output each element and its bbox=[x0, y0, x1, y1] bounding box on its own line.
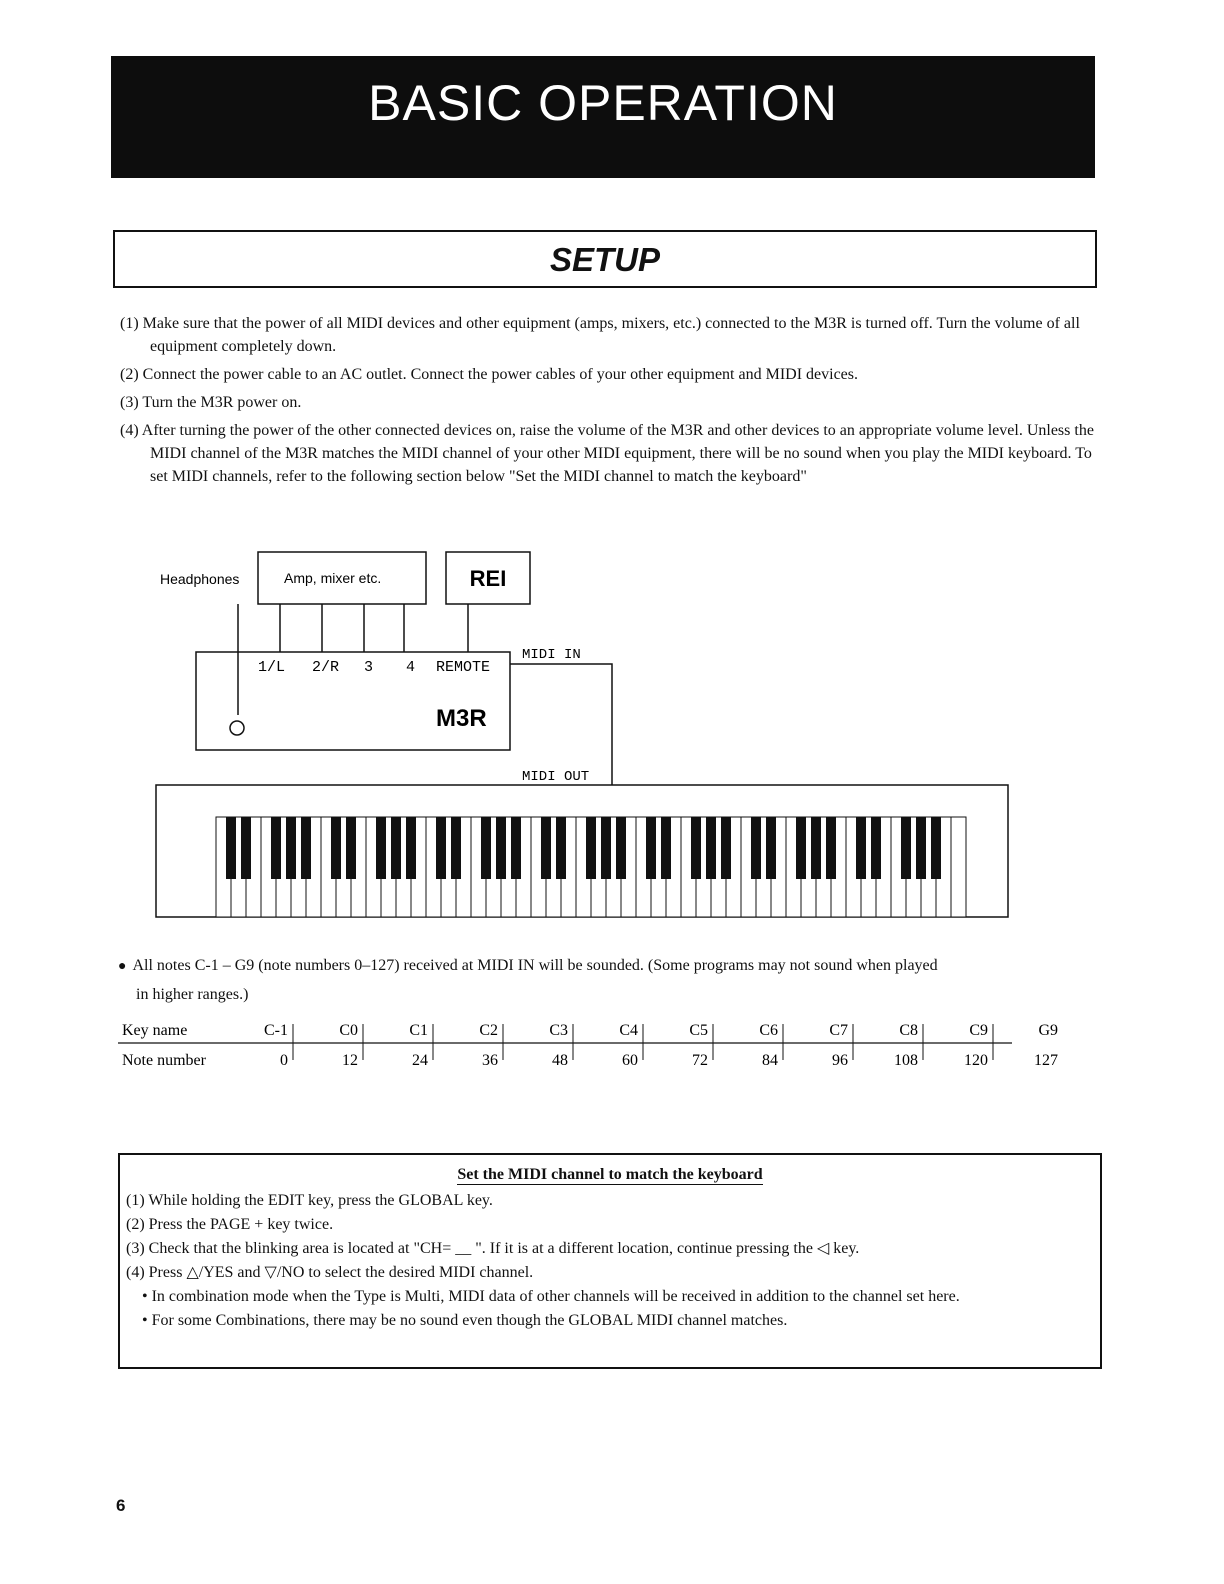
black-key bbox=[406, 817, 416, 879]
key-name-cell: C1 bbox=[409, 1022, 428, 1039]
black-key bbox=[436, 817, 446, 879]
key-note-table bbox=[110, 1010, 1090, 1080]
key-name-cell: C4 bbox=[619, 1022, 638, 1039]
midi-in-label: MIDI IN bbox=[522, 647, 581, 663]
black-key bbox=[481, 817, 491, 879]
global-bullet: • In combination mode when the Type is Multi, MIDI data of other channels will be received in addition to the channel set here. bbox=[142, 1288, 960, 1305]
note-number-cell: 127 bbox=[1034, 1052, 1058, 1069]
black-key bbox=[556, 817, 566, 879]
black-key bbox=[646, 817, 656, 879]
section-title-box bbox=[113, 230, 1097, 288]
headphones-label: Headphones bbox=[160, 571, 240, 587]
global-step: (1) While holding the EDIT key, press the GLOBAL key. bbox=[126, 1192, 493, 1209]
black-key bbox=[616, 817, 626, 879]
black-key bbox=[301, 817, 311, 879]
output-label: REMOTE bbox=[436, 659, 491, 676]
note-range-text: ● All notes C-1 – G9 (note numbers 0–127) received at MIDI IN will be sounded. (Some programs may not sound when played in higher ranges.) bbox=[118, 957, 938, 1003]
black-key bbox=[541, 817, 551, 879]
page-header-banner bbox=[111, 56, 1095, 178]
black-key bbox=[601, 817, 611, 879]
black-key bbox=[226, 817, 236, 879]
key-name-cell: C3 bbox=[549, 1022, 568, 1039]
global-step: (2) Press the PAGE + key twice. bbox=[126, 1216, 334, 1233]
global-step: (3) Check that the blinking area is located at "CH= __ ". If it is at a different location, continue pressing the ◁ key. bbox=[126, 1240, 860, 1257]
note-number-cell: 108 bbox=[894, 1052, 918, 1069]
key-name-label: Key name bbox=[122, 1022, 188, 1039]
setup-step: (3) Turn the M3R power on. bbox=[120, 394, 302, 411]
black-key bbox=[796, 817, 806, 879]
setup-step: (1) Make sure that the power of all MIDI devices and other equipment (amps, mixers, etc.) connected to the M3R is turned off. Turn the volume of all equipment completely down. bbox=[120, 315, 1080, 355]
black-key bbox=[931, 817, 941, 879]
black-key bbox=[661, 817, 671, 879]
black-key bbox=[271, 817, 281, 879]
global-box-title: Set the MIDI channel to match the keyboard bbox=[457, 1166, 763, 1183]
black-key bbox=[691, 817, 701, 879]
key-name-cell: C6 bbox=[759, 1022, 778, 1039]
black-key bbox=[751, 817, 761, 879]
note-number-cell: 12 bbox=[342, 1052, 358, 1069]
white-key bbox=[951, 817, 966, 917]
key-name-cell: C8 bbox=[899, 1022, 918, 1039]
m3r-logo: M3R bbox=[436, 705, 487, 732]
black-key bbox=[766, 817, 776, 879]
black-key bbox=[241, 817, 251, 879]
headphone-jack bbox=[230, 721, 244, 735]
black-key bbox=[511, 817, 521, 879]
note-number-cell: 96 bbox=[832, 1052, 848, 1069]
rei-logo: REI bbox=[469, 566, 507, 591]
black-key bbox=[856, 817, 866, 879]
note-number-cell: 72 bbox=[692, 1052, 708, 1069]
black-key bbox=[811, 817, 821, 879]
note-number-cell: 0 bbox=[280, 1052, 288, 1069]
key-name-cell: C-1 bbox=[264, 1022, 288, 1039]
key-name-cell: C0 bbox=[339, 1022, 358, 1039]
note-number-cell: 84 bbox=[762, 1052, 778, 1069]
black-key bbox=[331, 817, 341, 879]
midi-out-label: MIDI OUT bbox=[522, 769, 590, 785]
output-label: 4 bbox=[406, 659, 416, 676]
black-key bbox=[586, 817, 596, 879]
section-title: SETUP bbox=[549, 241, 661, 278]
black-key bbox=[376, 817, 386, 879]
output-label: 1/L bbox=[258, 659, 286, 676]
page-number: 6 bbox=[116, 1496, 126, 1515]
page-header-title: BASIC OPERATION bbox=[368, 75, 838, 131]
note-number-cell: 36 bbox=[482, 1052, 498, 1069]
black-key bbox=[826, 817, 836, 879]
black-key bbox=[496, 817, 506, 879]
keyboard-keys bbox=[216, 817, 966, 917]
black-key bbox=[451, 817, 461, 879]
note-number-cell: 48 bbox=[552, 1052, 568, 1069]
bullet-icon: ● bbox=[118, 959, 127, 974]
key-name-cell: C7 bbox=[829, 1022, 848, 1039]
note-number-cell: 60 bbox=[622, 1052, 638, 1069]
note-number-cell: 120 bbox=[964, 1052, 988, 1069]
key-name-cell: C5 bbox=[689, 1022, 708, 1039]
black-key bbox=[391, 817, 401, 879]
global-step: (4) Press △/YES and ▽/NO to select the desired MIDI channel. bbox=[126, 1264, 534, 1281]
global-bullet: • For some Combinations, there may be no sound even though the GLOBAL MIDI channel matches. bbox=[142, 1312, 788, 1329]
output-label: 2/R bbox=[312, 659, 340, 676]
key-name-cell: C2 bbox=[479, 1022, 498, 1039]
black-key bbox=[706, 817, 716, 879]
setup-step: (4) After turning the power of the other connected devices on, raise the volume of the M3R and other devices to an appropriate volume level. Unless the MIDI channel of the M3R matches the MIDI channel of your other MIDI equipment, there will be no sound when you play the MIDI keyboard. To set MIDI channels, refer to the following section below "Set the MIDI channel to match the keyboard" bbox=[120, 422, 1094, 485]
note-number-cell: 24 bbox=[412, 1052, 428, 1069]
black-key bbox=[346, 817, 356, 879]
key-name-cell: C9 bbox=[969, 1022, 988, 1039]
note-number-label: Note number bbox=[122, 1052, 206, 1069]
output-label: 3 bbox=[364, 659, 374, 676]
black-key bbox=[286, 817, 296, 879]
black-key bbox=[916, 817, 926, 879]
black-key bbox=[721, 817, 731, 879]
connection-diagram bbox=[0, 540, 1224, 940]
key-name-cell: G9 bbox=[1038, 1022, 1058, 1039]
amp-label: Amp, mixer etc. bbox=[284, 570, 382, 586]
black-key bbox=[871, 817, 881, 879]
global-midi-box bbox=[118, 1153, 1102, 1369]
setup-step: (2) Connect the power cable to an AC outlet. Connect the power cables of your other equipment and MIDI devices. bbox=[120, 366, 858, 383]
setup-steps-list bbox=[120, 312, 1095, 493]
black-key bbox=[901, 817, 911, 879]
